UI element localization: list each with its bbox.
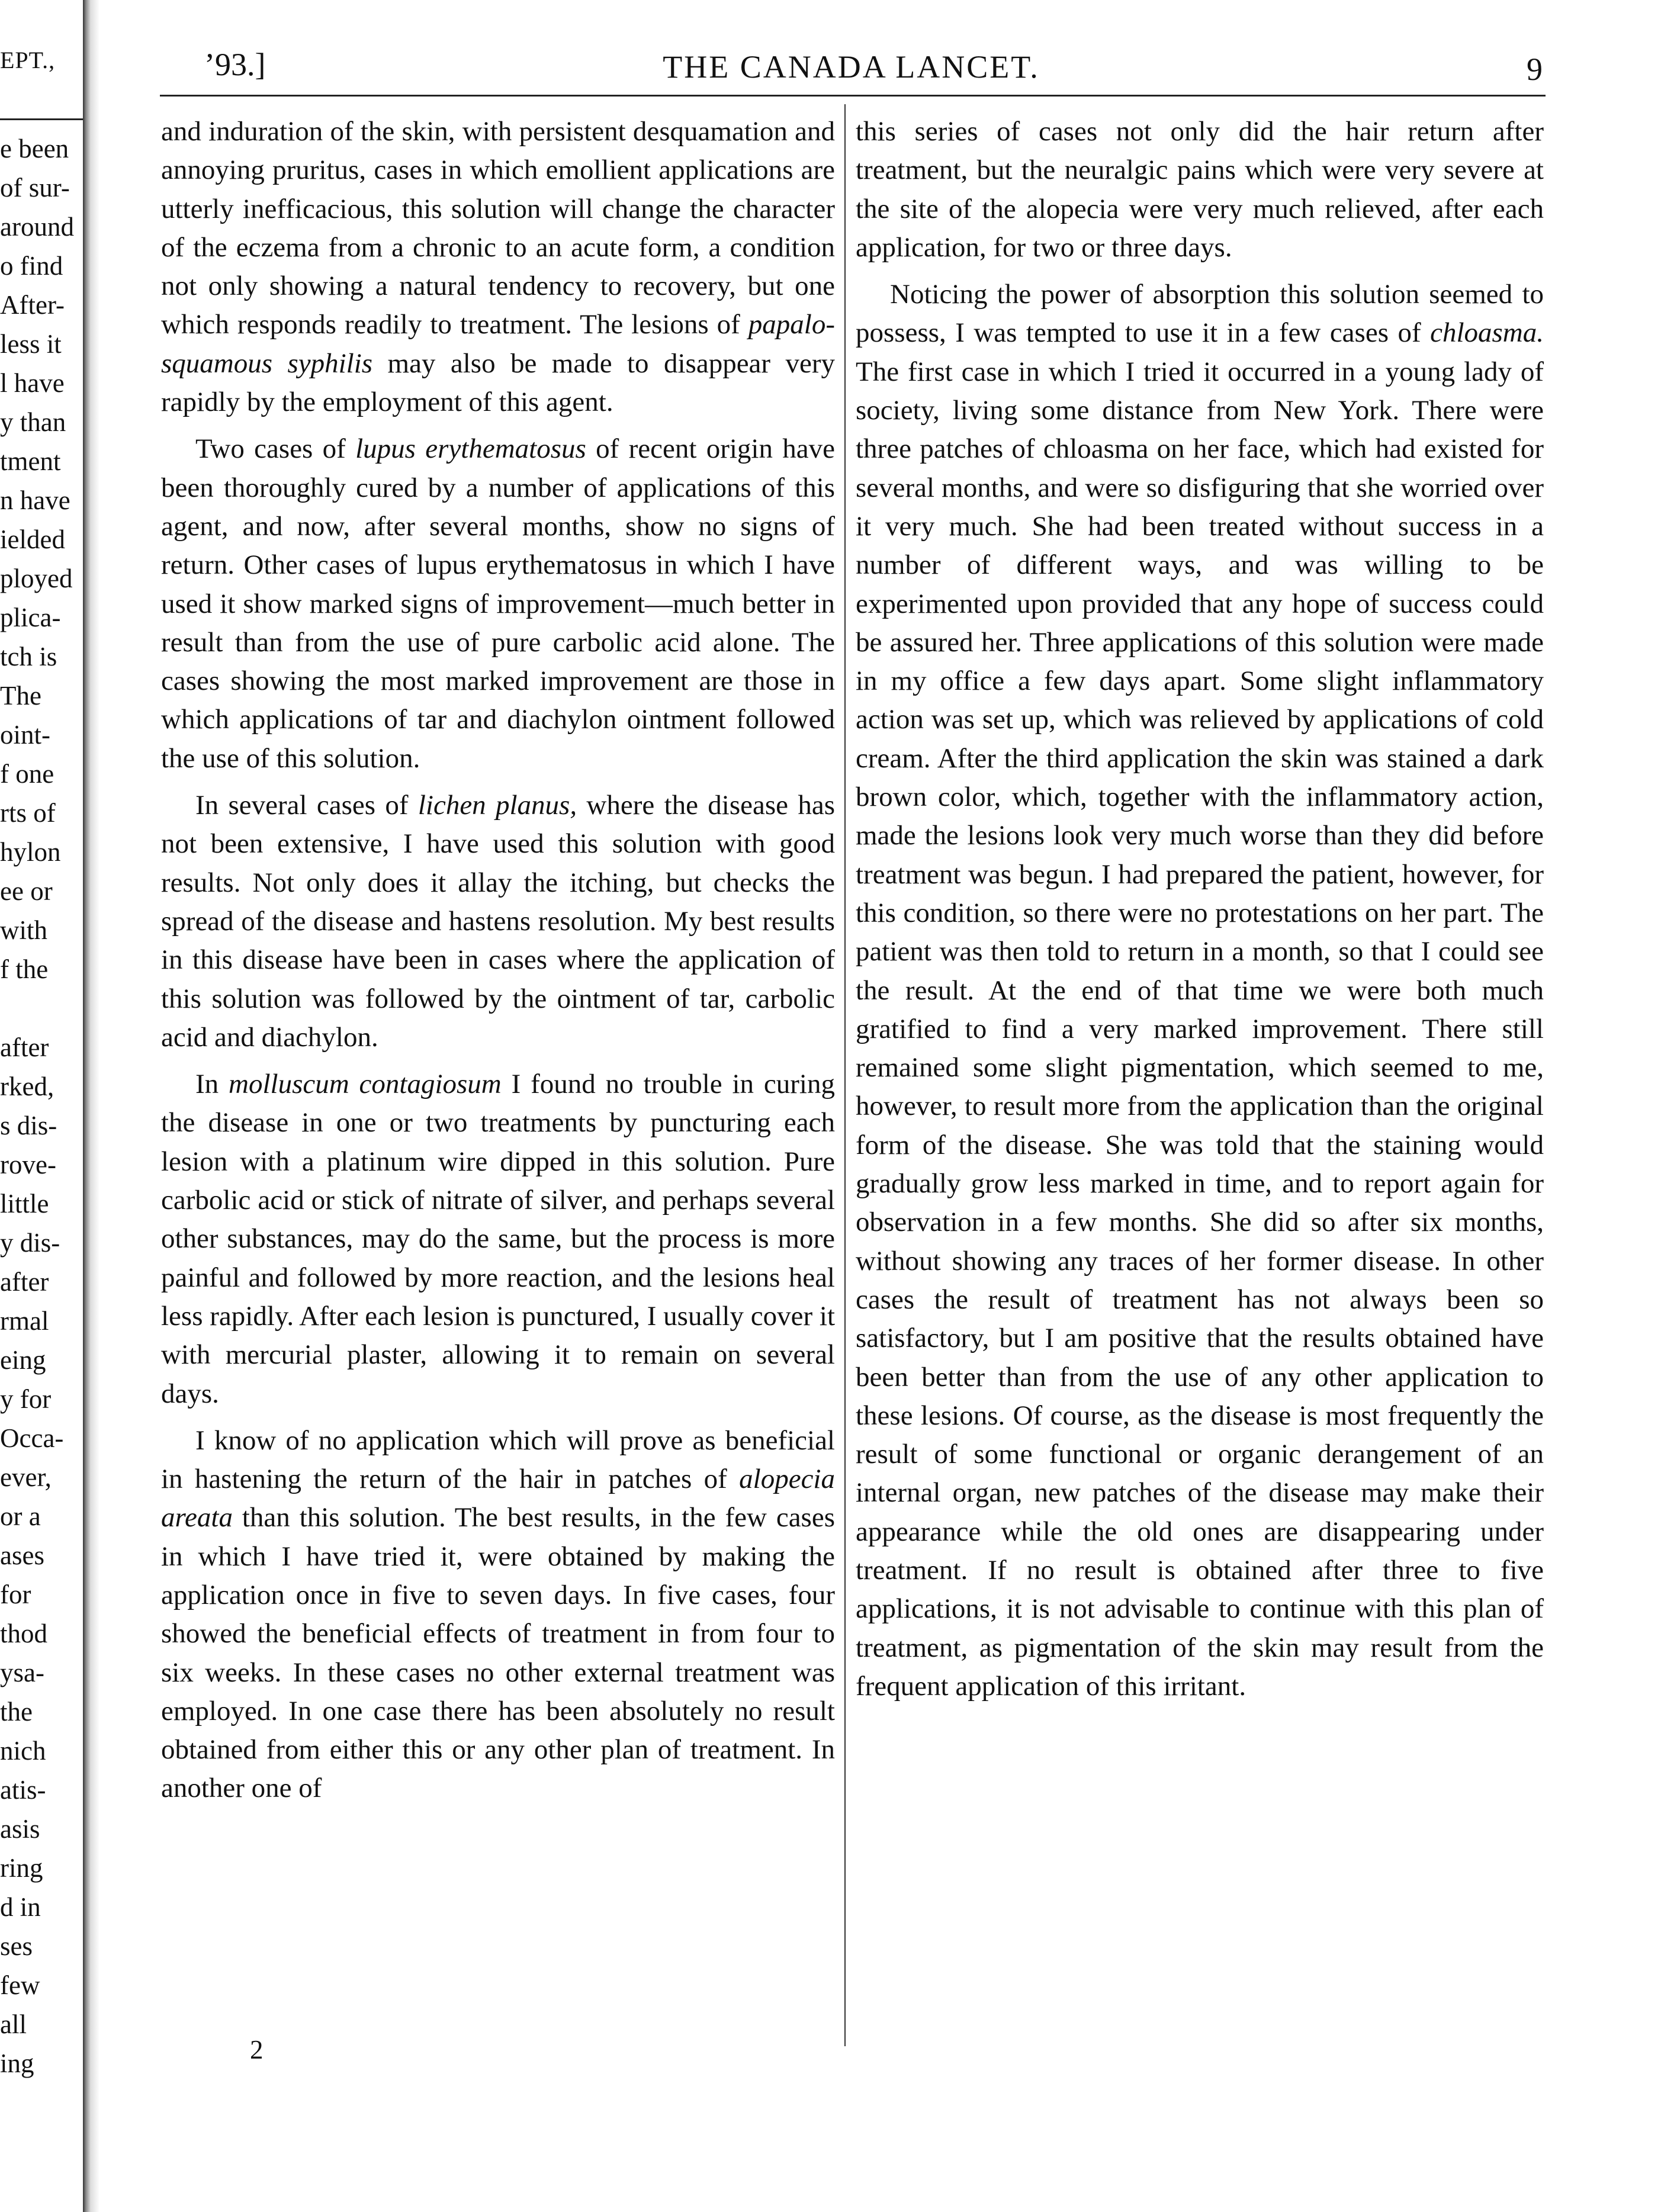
facing-page-line: with [0, 915, 48, 945]
facing-page-line: ever, [0, 1462, 52, 1492]
right-column [856, 112, 1544, 2037]
facing-page-line: rked, [0, 1072, 54, 1101]
facing-page-line: of sur- [0, 173, 70, 202]
paragraph-alopecia-continued: this series of cases not only did the hair return after treatment, but the neuralgic pains which were very severe at the site of the alopecia were very much relieved, after each application, for two or three days. [856, 116, 1544, 263]
paragraph-alopecia: I know of no application which will prove as beneficial in hastening the return of the hair in patches of alopecia areata than this solution. The best results, in the few cases in which I have tried it, were obtained by making the application once in five to seven days. In five cases, four showed the beneficial effects of treatment in from four to six weeks. In these cases no other external treatment was employed. In one case there has been absolutely no result obtained from either this or any other plan of treatment. In another one of [161, 1425, 835, 1804]
facing-page-line: after [0, 1267, 49, 1297]
facing-page-line: atis- [0, 1775, 46, 1805]
facing-page-line: d in [0, 1892, 41, 1922]
page-number: 9 [1527, 52, 1543, 87]
facing-page-line: for [0, 1580, 31, 1609]
facing-page-line: After- [0, 290, 65, 320]
facing-page-line: n have [0, 486, 70, 515]
facing-page-line: f one [0, 759, 54, 789]
signature-mark: 2 [250, 2035, 264, 2065]
facing-page-line: rts of [0, 798, 56, 828]
column-rule [844, 104, 846, 2046]
facing-page-line: ses [0, 1931, 33, 1961]
facing-page-line: rove- [0, 1150, 56, 1179]
facing-page-line [0, 989, 74, 1028]
facing-page-line: ing [0, 2049, 34, 2078]
running-header [160, 34, 1543, 88]
facing-page-line: Occa- [0, 1423, 64, 1453]
paragraph-lupus: Two cases of lupus erythematosus of recent origin have been thoroughly cured by a number of applications of this agent, and now, after several months, show no signs of return. Other cases of lupus erythematosus in which I have used it show marked signs of improvement—much better in result than from the use of pure carbolic acid alone. The cases showing the most marked improvement are those in which applications of tar and diachylon ointment followed the use of this solution. [161, 433, 835, 774]
paragraph-molluscum: In molluscum contagiosum I found no trouble in curing the disease in one or two treatments by puncturing each lesion with a platinum wire dipped in this solution. Pure carbolic acid or stick of nitrate of silver, and perhaps several other substances, may do the same, but the process is more painful and followed by more reaction, and the lesions heal less rapidly. After each lesion is punctured, I usually cover it with mercurial plaster, allowing it to remain on several days. [161, 1069, 835, 1409]
facing-page-line: rmal [0, 1306, 49, 1336]
facing-page-line: the [0, 1697, 33, 1726]
journal-title: THE CANADA LANCET. [663, 49, 1040, 85]
facing-page-line: s dis- [0, 1111, 57, 1140]
paragraph-lichen-planus: In several cases of lichen planus, where the disease has not been extensive, I have used this solution with good results. Not only does it allay the itching, but checks the spread of the disease and hastens resolution. My best results in this disease have been in cases where the application of this solution was followed by the ointment of tar, carbolic acid and diachylon. [161, 790, 836, 1053]
facing-page-line: after [0, 1033, 49, 1062]
facing-page-line: ielded [0, 525, 65, 554]
facing-page-lines [0, 129, 74, 2083]
facing-page-line: tch is [0, 642, 57, 671]
facing-page-line: o find [0, 251, 63, 281]
facing-page-rule [0, 118, 83, 120]
facing-page-line: or a [0, 1502, 41, 1531]
facing-page-line: little [0, 1189, 49, 1218]
facing-page-line: hylon [0, 837, 61, 867]
facing-page-fragment [0, 0, 83, 2212]
facing-page-line: y than [0, 407, 66, 437]
facing-page-line: ring [0, 1853, 43, 1883]
facing-page-line: around [0, 212, 74, 242]
paragraph-eczema: and induration of the skin, with persistent desquamation and annoying pruritus, cases in which emollient applications are utterly inefficacious, this solution will change the character of the eczema from a chronic to an acute form, a condition not only showing a natural tendency to recovery, but one which responds readily to treatment. The lesions of papalo-squamous syphilis may also be made to disappear very rapidly by the employment of this agent. [161, 116, 836, 418]
facing-page-line: less it [0, 329, 62, 359]
facing-page-line: The [0, 681, 41, 710]
facing-page-line: thod [0, 1619, 48, 1648]
facing-page-line: eing [0, 1345, 46, 1375]
facing-page-header: EPT., [0, 47, 56, 73]
facing-page-line: ee or [0, 876, 53, 906]
facing-page-line: f the [0, 954, 49, 984]
facing-page-line: y for [0, 1384, 52, 1414]
facing-page-line: asis [0, 1814, 40, 1844]
facing-page-line: e been [0, 134, 69, 163]
paragraph-chloasma: Noticing the power of absorption this solution seemed to possess, I was tempted to use it in a few cases of chloasma. The first case in which I tried it occurred in a young lady of society, living some distance from New York. There were three patches of chloasma on her face, which had existed for several months, and were so disfiguring that she worried over it very much. She had been treated without success in a number of different ways, and was willing to be experimented upon provided that any hope of success could be assured her. Three applications of this solution were made in my office a few days apart. Some slight inflammatory action was set up, which was relieved by applications of cold cream. After the third application the skin was stained a dark brown color, which, together with the inflammatory action, made the lesions look very much worse than they did before treatment was begun. I had prepared the patient, however, for this condition, so there were no protestations on her part. The patient was then told to return in a month, so that I could see the result. At the end of that time we were both much gratified to find a very marked improvement. There still remained some slight pigmentation, which seemed to me, however, to result more from the application than the original form of the disease. She was told that the staining would gradually grow less marked in time, and to report again for observation in a few months. She did so after six months, without showing any traces of her former disease. In other cases the result of treatment has not always been so satisfactory, but I am positive that the results obtained have been better than from the use of any other application to these lesions. Of course, as the disease is most frequently the result of some functional or organic derangement of an internal organ, new patches of the disease may make their appearance while the old ones are disappearing under treatment. If no result is obtained after three to five applications, it is not advisable to continue with this plan of treatment, as pigmentation of the skin may result from the frequent application of this irritant. [856, 279, 1544, 1702]
facing-page-line: ases [0, 1541, 44, 1570]
facing-page-line: l have [0, 368, 65, 398]
facing-page-line: oint- [0, 720, 50, 750]
facing-page-line: y dis- [0, 1228, 60, 1258]
facing-page-line: all [0, 2010, 27, 2039]
facing-page-line: tment [0, 446, 61, 476]
facing-page-line: ysa- [0, 1658, 44, 1687]
facing-page-line: ployed [0, 564, 73, 593]
facing-page-line: nich [0, 1736, 46, 1766]
volume-year: ’93.] [204, 47, 266, 82]
facing-page-line: few [0, 1970, 40, 2000]
facing-page-line: plica- [0, 603, 61, 632]
left-column [161, 112, 835, 2037]
header-rule [160, 95, 1546, 97]
binding-gutter [83, 0, 103, 2212]
